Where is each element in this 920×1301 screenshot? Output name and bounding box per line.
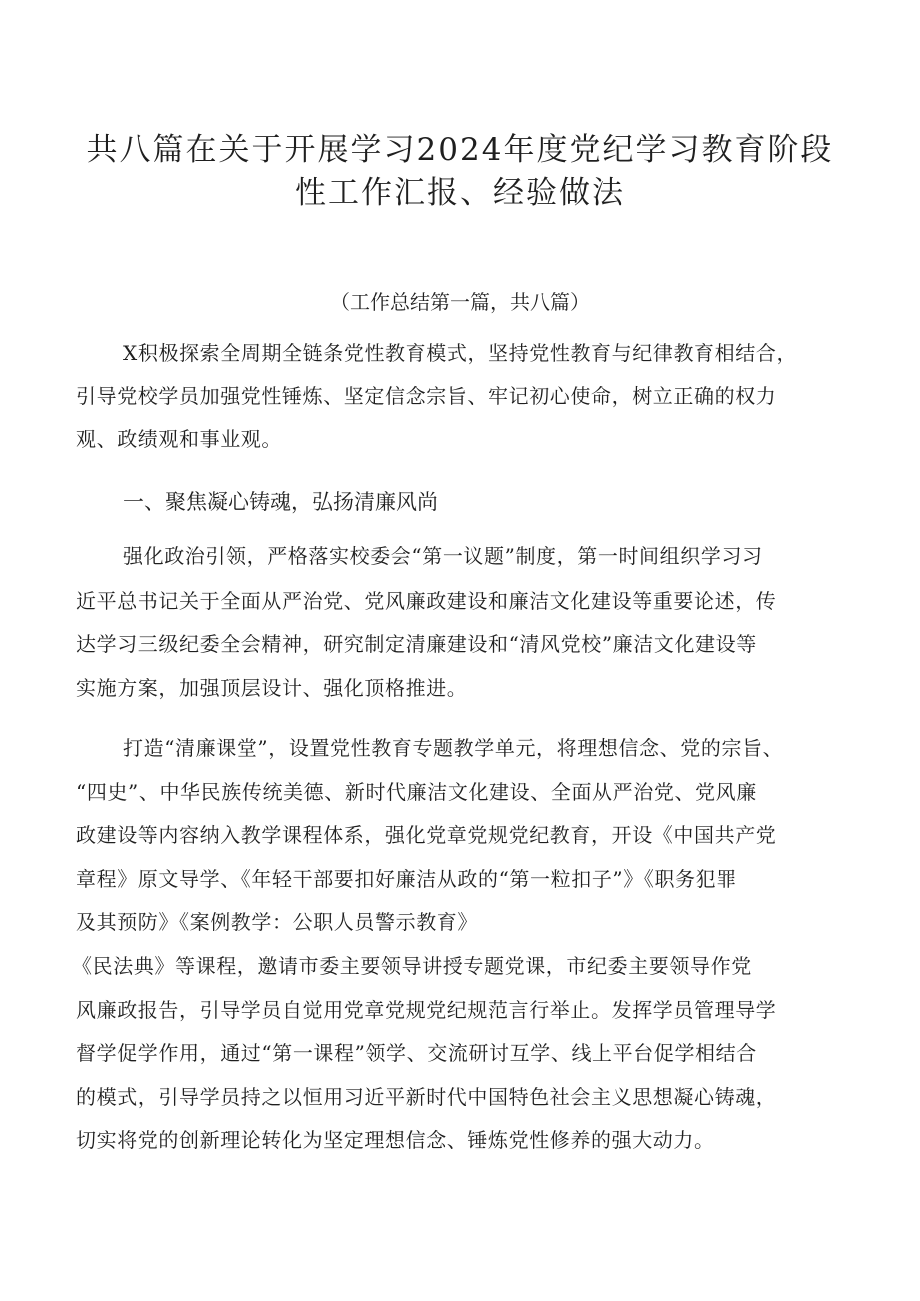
- paragraph-1-line-2: 引导党校学员加强党性锤炼、坚定信念宗旨、牢记初心使命，树立正确的权力: [76, 384, 777, 408]
- paragraph-1-line-1: X积极探索全周期全链条党性教育模式，坚持党性教育与纪律教育相结合，: [123, 341, 798, 365]
- section-heading-1: 一、聚焦凝心铸魂，弘扬清廉风尚: [123, 490, 438, 514]
- paragraph-3-line-6: 《民法典》等课程，邀请市委主要领导讲授专题党课，市纪委主要领导作党: [72, 954, 752, 978]
- paragraph-2-line-2: 近平总书记关于全面从严治党、党风廉政建设和廉洁文化建设等重要论述，传: [76, 589, 777, 613]
- paragraph-3-line-2: “四史”、中华民族传统美德、新时代廉洁文化建设、全面从严治党、党风廉: [76, 780, 757, 804]
- paragraph-3-line-7: 风廉政报告，引导学员自觉用党章党规党纪规范言行举止。发挥学员管理导学: [76, 998, 777, 1022]
- paragraph-3-line-10: 切实将党的创新理论转化为坚定理想信念、锤炼党性修养的强大动力。: [76, 1128, 715, 1152]
- paragraph-3-line-1: 打造“清廉课堂”，设置党性教育专题教学单元，将理想信念、党的宗旨、: [123, 736, 784, 760]
- document-title-line-2: 性工作汇报、经验做法: [295, 175, 625, 211]
- paragraph-2-line-3: 达学习三级纪委全会精神，研究制定清廉建设和“清风党校”廉洁文化建设等: [76, 632, 757, 656]
- paragraph-3-line-5: 及其预防》《案例教学：公职人员警示教育》: [76, 910, 478, 934]
- paragraph-2-line-4: 实施方案，加强顶层设计、强化顶格推进。: [76, 676, 468, 700]
- paragraph-1-line-3: 观、政绩观和事业观。: [76, 427, 282, 451]
- paragraph-3-line-8: 督学促学作用，通过“第一课程”领学、交流研讨互学、线上平台促学相结合: [76, 1041, 757, 1065]
- paragraph-3-line-3: 政建设等内容纳入教学课程体系，强化党章党规党纪教育，开设《中国共产党: [76, 823, 777, 847]
- paragraph-2-line-1: 强化政治引领，严格落实校委会“第一议题”制度，第一时间组织学习习: [123, 544, 763, 568]
- paragraph-3-line-4: 章程》原文导学、《年轻干部要扣好廉洁从政的“第一粒扣子”》《职务犯罪: [76, 867, 737, 891]
- document-subtitle: （工作总结第一篇，共八篇）: [330, 290, 590, 314]
- paragraph-3-line-9: 的模式，引导学员持之以恒用习近平新时代中国特色社会主义思想凝心铸魂，: [76, 1085, 777, 1109]
- document-title-line-1: 共八篇在关于开展学习2024年度党纪学习教育阶段: [86, 132, 834, 168]
